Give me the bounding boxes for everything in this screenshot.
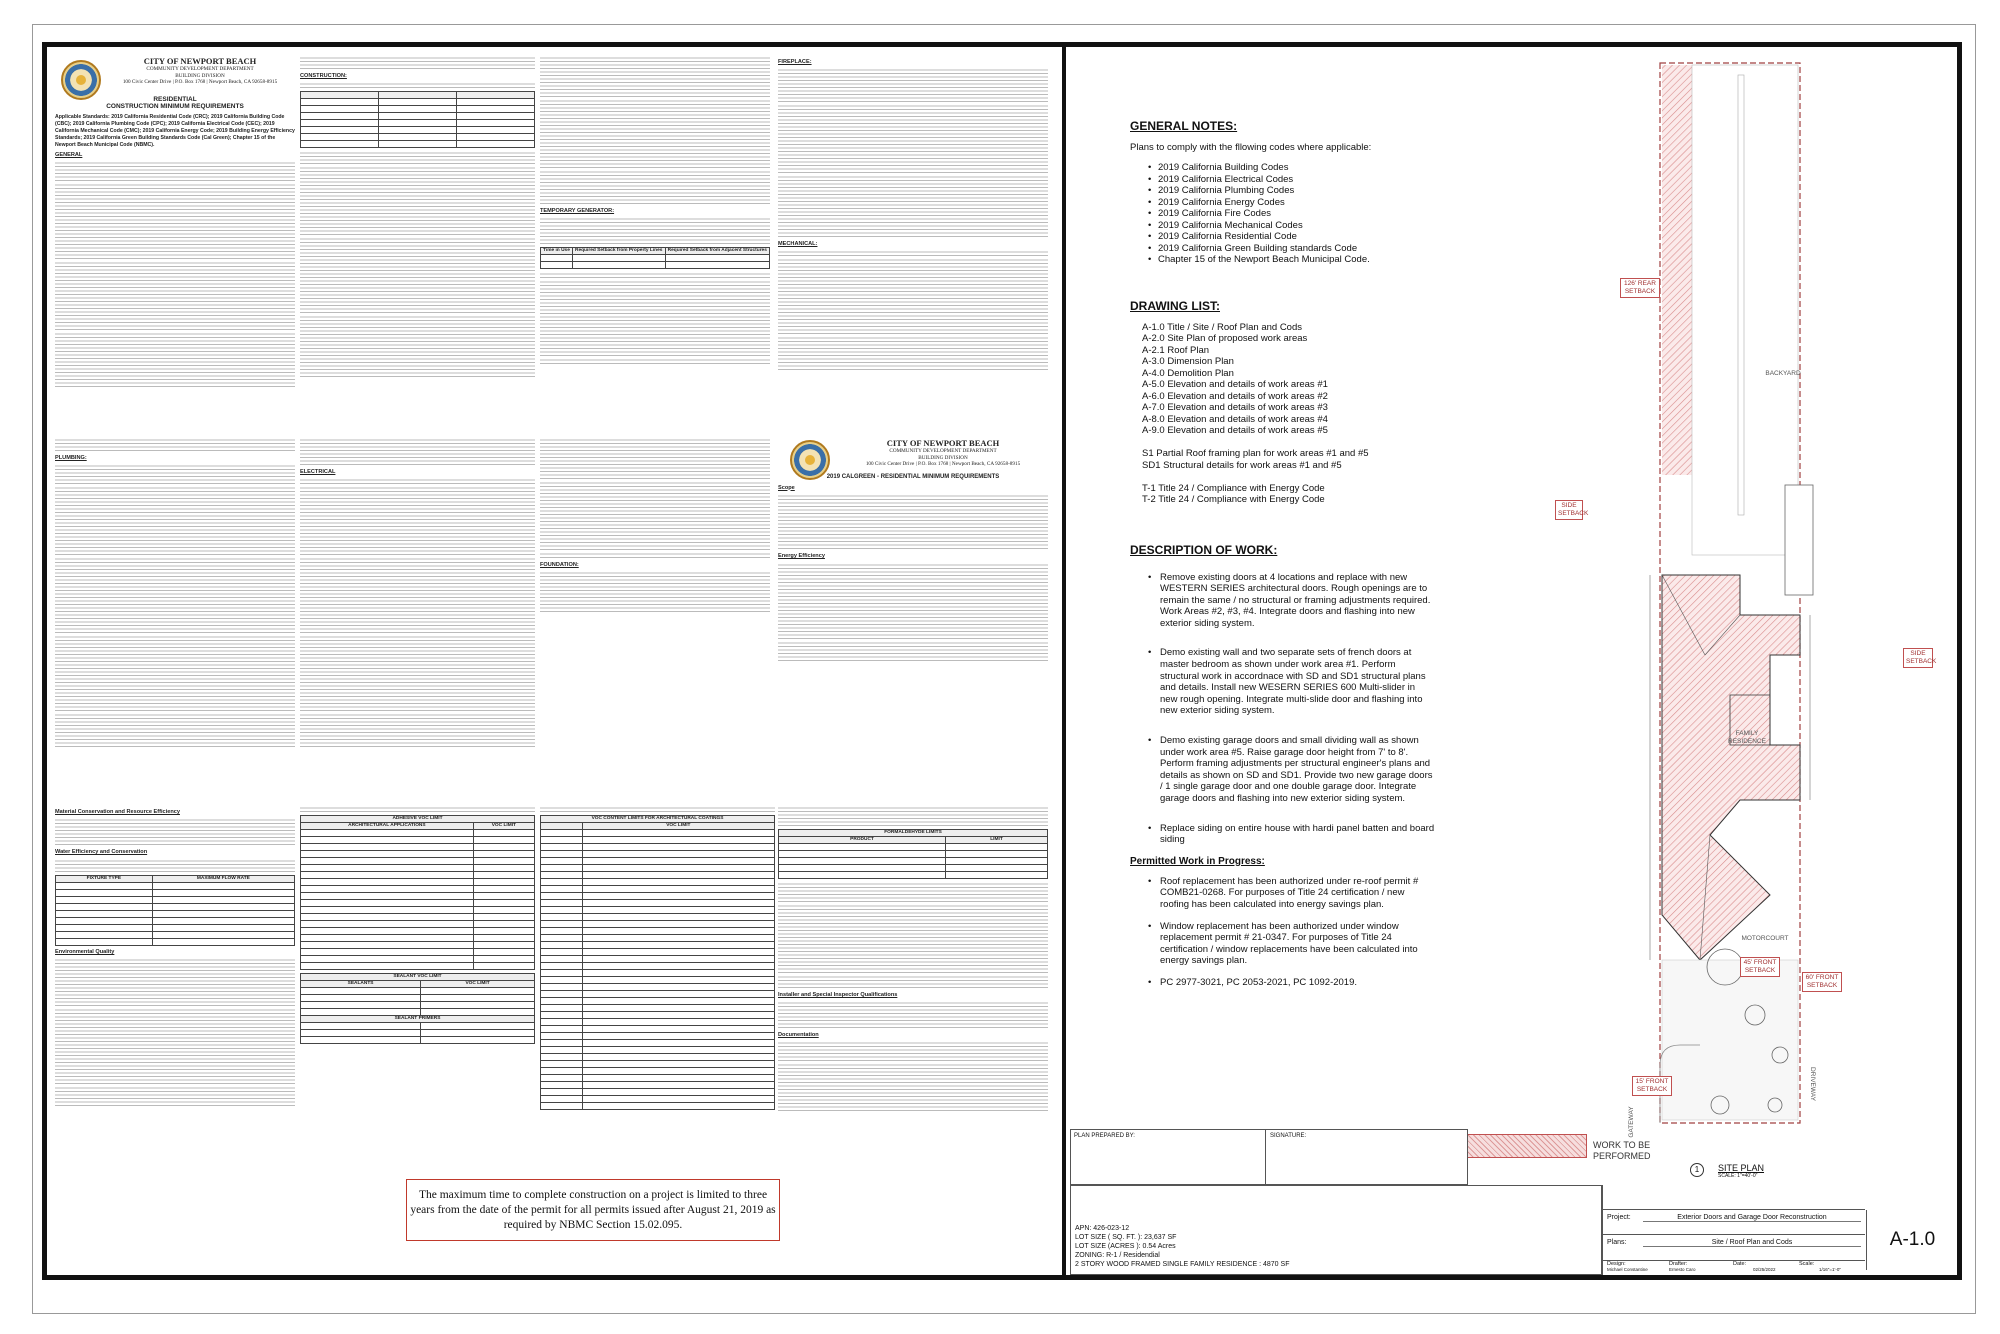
section-environmental: Environmental Quality (55, 948, 115, 955)
work-to-be-performed-swatch (1467, 1134, 1587, 1158)
section-plumbing: PLUMBING: (55, 455, 87, 462)
date-label: Date: (1733, 1261, 1747, 1267)
code-item: • 2019 California Energy Codes (1148, 197, 1435, 209)
code-item: • 2019 California Green Building standards Code (1148, 243, 1435, 255)
code-item: • 2019 California Mechanical Codes (1148, 220, 1435, 232)
spec-column-1b (55, 438, 295, 798)
adhesive-header-app: ARCHITECTURAL APPLICATIONS (301, 823, 474, 830)
section-foundation: FOUNDATION: (540, 561, 579, 568)
coatings-table (540, 815, 775, 1110)
sealant-title: SEALANT VOC LIMIT (301, 974, 535, 981)
rear-setback-label: 126' REAR SETBACK (1620, 278, 1660, 298)
spec-column-4c (778, 806, 1048, 1151)
formaldehyde-title: FORMALDEHYDE LIMITS (779, 830, 1048, 837)
spec-column-4 (778, 56, 1048, 416)
work-item: • Remove existing doors at 4 locations and replace with new WESTERN SERIES architectural doors. Rough openings are to remain the same / no structural or framing adjustments required. Work Areas #2, #3, #4. Integrate doors and flashing into new exterior siding system. (1148, 572, 1435, 630)
detail-number: 1 (1690, 1163, 1704, 1177)
drawing-item: A-2.0 Site Plan of proposed work areas (1142, 333, 1308, 344)
adhesive-header-voc: VOC LIMIT (473, 823, 534, 830)
drawing-item: A-1.0 Title / Site / Roof Plan and Cods (1142, 321, 1303, 333)
sealant-header-voc: VOC LIMIT (421, 981, 535, 988)
drawing-item: A-6.0 Elevation and details of work areas #2 (1142, 390, 1328, 402)
cover-title-1: RESIDENTIAL (153, 95, 197, 103)
scale-label: Scale: (1799, 1261, 1815, 1267)
residence-footprint (1662, 575, 1800, 960)
section-documentation: Documentation (778, 1032, 819, 1039)
work-item: • Replace siding on entire house with hardi panel batten and board siding (1148, 823, 1435, 846)
drawing-item: A-5.0 Elevation and details of work areas #1 (1142, 379, 1328, 390)
sheet-number: A-1.0 (1866, 1210, 1958, 1270)
drawing-item: A-4.0 Demolition Plan (1142, 367, 1234, 379)
project-value: Exterior Doors and Garage Door Reconstruction (1643, 1214, 1861, 1222)
spec-column-3b (540, 438, 770, 628)
backyard-label: BACKYARD (1765, 370, 1801, 377)
drawing-item: A-9.0 Elevation and details of work areas #5 (1142, 425, 1328, 436)
work-to-be-performed-legend (1593, 1140, 1651, 1162)
cover-address: 100 Civic Center Drive | P.O. Box 1768 | Newport Beach, CA 92658-8915 (122, 79, 278, 85)
calgreen-city: CITY OF NEWPORT BEACH (886, 438, 1000, 448)
drawing-item: S1 Partial Roof framing plan for work areas #1 and #5 (1142, 448, 1369, 459)
sealant-table (300, 973, 535, 1044)
permitted-item: • Roof replacement has been authorized under re-roof permit # COMB21-0268. For purposes of Title 24 certification / new roofing has been calculated into energy savings plan. (1148, 876, 1435, 911)
primers-title: SEALANT PRIMERS (301, 1016, 535, 1023)
description-of-work (1130, 544, 1435, 989)
coatings-header-voc: VOC LIMIT (582, 823, 774, 830)
calgreen-dept: COMMUNITY DEVELOPMENT DEPARTMENT (889, 448, 997, 454)
permitted-heading: Permitted Work in Progress: (1130, 855, 1265, 867)
calgreen-division: BUILDING DIVISION (918, 454, 968, 461)
drawing-item: T-2 Title 24 / Compliance with Energy Code (1142, 494, 1325, 505)
section-electrical: ELECTRICAL (300, 469, 336, 476)
code-item: • 2019 California Building Codes (1148, 162, 1435, 174)
site-plan-title (1690, 1163, 1850, 1179)
construction-time-notice: The maximum time to complete construction on a project is limited to three years from the date of the permit for all permits issued after August 21, 2019 as required by NBMC Section 15.02.095. (406, 1179, 780, 1241)
permitted-list (1148, 876, 1435, 989)
side-setback-right-label: SIDE SETBACK (1903, 648, 1933, 668)
description-heading: DESCRIPTION OF WORK: (1130, 542, 1278, 557)
zoning: ZONING: R-1 / Residendial (1075, 1252, 1160, 1259)
gateway-label: GATEWAY (1628, 1106, 1635, 1138)
city-seal-icon-2 (790, 440, 830, 480)
generator-header-time: Time in Use (541, 248, 573, 255)
cover-standards: Applicable Standards: 2019 California Residential Code (CRC); 2019 California Building Code (CBC); 2019 California Plumbing Code (CPC); 2019 California Electrical Code (CEC); 2019 California Mechanical Code (CMC); 2019 California Energy Code; 2019 Building Energy Efficiency Standards; 2019 California Green Building Standards Code (Cal Green); Chapter 15 of the Newport Beach Municipal Code (NBMC). (55, 113, 295, 149)
section-temporary: TEMPORARY GENERATOR: (540, 207, 615, 214)
cover-title-2: CONSTRUCTION MINIMUM REQUIREMENTS (106, 102, 244, 110)
adhesive-title: ADHESIVE VOC LIMIT (301, 816, 535, 823)
fixture-header-flow: MAXIMUM FLOW RATE (152, 875, 294, 882)
sealant-header: SEALANTS (301, 981, 421, 988)
side-setback-left-label: SIDE SETBACK (1555, 500, 1583, 520)
drawing-list (1142, 322, 1435, 506)
drafter-value: Ernesto Caro (1669, 1267, 1696, 1272)
scale-value: 1/16"=1'-0" (1819, 1267, 1841, 1272)
calgreen-address: 100 Civic Center Drive | P.O. Box 1768 | Newport Beach, CA 92658-8915 (865, 461, 1021, 467)
project-label: Project: (1607, 1214, 1631, 1221)
section-general: GENERAL (55, 152, 83, 159)
adhesive-table (300, 815, 535, 970)
spec-column-2c (300, 806, 535, 1151)
fixture-header-type: FIXTURE TYPE (56, 875, 153, 882)
generator-header-property: Required Setback from Property Lines (572, 248, 665, 255)
lot-size-acres: LOT SIZE (ACRES ): 0.54 Acres (1075, 1243, 1176, 1250)
work-item: • Demo existing wall and two separate sets of french doors at master bedroom as shown under work area #1. Perform structural work in accordnace with SD and SD1 structural plans and details. Install new WESERN SERIES 600 Multi-slider in new rough opening. Integrate multi-slide door and flashing into new exterior siding system. (1148, 647, 1435, 717)
code-list (1148, 162, 1435, 266)
drawing-item: T-1 Title 24 / Compliance with Energy Code (1142, 482, 1325, 494)
city-seal-icon (61, 60, 101, 100)
site-plan-drawing (1470, 55, 1950, 1185)
drawing-item: A-2.1 Roof Plan (1142, 344, 1210, 356)
permitted-item: • PC 2977-3021, PC 2053-2021, PC 1092-2019. (1148, 977, 1435, 989)
formaldehyde-header-product: PRODUCT (779, 837, 946, 844)
spec-column-2b (300, 438, 535, 798)
drawing-item: A-7.0 Elevation and details of work areas #3 (1142, 402, 1328, 413)
residence-label: FAMILY RESIDENCE (1728, 730, 1766, 745)
work-list (1148, 572, 1435, 846)
section-water: Water Efficiency and Conservation (55, 849, 148, 856)
spec-column-1c (55, 806, 295, 1151)
lot-size-sf: LOT SIZE ( SQ. FT. ): 23,637 SF (1075, 1234, 1177, 1241)
code-item: • Chapter 15 of the Newport Beach Municipal Code. (1148, 254, 1435, 266)
generator-table (540, 247, 770, 269)
drawing-item: A-3.0 Dimension Plan (1142, 356, 1234, 367)
spec-column-2 (300, 56, 535, 426)
general-notes-intro: Plans to comply with the fllowing codes where applicable: (1130, 142, 1372, 153)
section-material: Material Conservation and Resource Efficiency (55, 809, 180, 815)
plan-prepared-block (1070, 1129, 1468, 1185)
drafter-label: Drafter: (1669, 1261, 1688, 1267)
code-item: • 2019 California Electrical Codes (1148, 174, 1435, 186)
date-value: 02/25/2022 (1753, 1267, 1776, 1272)
legend-line-2: PERFORMED (1593, 1151, 1651, 1161)
spec-column-3c (540, 806, 775, 1151)
formaldehyde-header-limit: LIMIT (946, 837, 1048, 844)
sheet-divider (1062, 47, 1066, 1275)
section-energy: Energy Efficiency (778, 553, 825, 560)
code-item: • 2019 California Residential Code (1148, 231, 1435, 243)
signature-field: SIGNATURE: (1270, 1133, 1307, 1139)
motorcourt-label: MOTORCOURT (1741, 935, 1789, 942)
drawing-list-heading: DRAWING LIST: (1130, 298, 1220, 313)
site-plan-title-text: SITE PLAN (1718, 1163, 1765, 1173)
driveway-label: DRIVEWAY (1809, 1067, 1816, 1101)
plans-value: Site / Roof Plan and Cods (1643, 1239, 1861, 1247)
credits-row (1603, 1261, 1865, 1275)
spec-column-3 (540, 56, 770, 426)
legend-line-1: WORK TO BE (1593, 1140, 1651, 1150)
design-value: Michael Constantine (1607, 1267, 1648, 1272)
cover-division: BUILDING DIVISION (175, 72, 225, 79)
fixture-table (55, 875, 295, 946)
spec-column-4b (778, 438, 1048, 798)
general-notes-panel (1130, 120, 1435, 999)
plans-row (1603, 1235, 1865, 1261)
section-construction: CONSTRUCTION: (300, 73, 347, 80)
section-installer: Installer and Special Inspector Qualifications (778, 991, 898, 998)
project-row (1603, 1209, 1865, 1235)
plan-prepared-by: PLAN PREPARED BY: (1071, 1130, 1266, 1186)
spec-column-1 (55, 56, 295, 426)
general-notes-heading: GENERAL NOTES: (1130, 119, 1238, 133)
code-item: • 2019 California Plumbing Codes (1148, 185, 1435, 197)
cover-city: CITY OF NEWPORT BEACH (143, 56, 257, 66)
design-label: Design: (1607, 1261, 1626, 1267)
drawing-item: SD1 Structural details for work areas #1 and #5 (1142, 459, 1342, 471)
front-60-setback-label: 60' FRONT SETBACK (1802, 972, 1842, 992)
cover-dept: COMMUNITY DEVELOPMENT DEPARTMENT (146, 66, 254, 72)
coatings-title: VOC CONTENT LIMITS FOR ARCHITECTURAL COATINGS (541, 816, 775, 823)
front-15-setback-label: 15' FRONT SETBACK (1632, 1076, 1672, 1096)
residence-info: 2 STORY WOOD FRAMED SINGLE FAMILY RESIDENCE : 4870 SF (1075, 1261, 1290, 1268)
section-mechanical: MECHANICAL: (778, 241, 818, 248)
front-45-setback-label: 45' FRONT SETBACK (1740, 957, 1780, 977)
formaldehyde-table (778, 829, 1048, 879)
backyard-lot (1692, 65, 1798, 555)
site-plan-scale: SCALE: 1"=40'-0" (1718, 1173, 1758, 1179)
generator-header-structures: Required Setback from Adjacent Structures (665, 248, 769, 255)
section-scope: Scope (778, 484, 795, 491)
work-item: • Demo existing garage doors and small dividing wall as shown under work area #5. Raise garage door height from 7' to 8'. Perform framing adjustments per structural engineer's plans and details as shown on SD and SD1. Provide two new garage doors / 1 single garage door and one double garage door. Integrate garage doors and flashing into new exterior siding system. (1148, 735, 1435, 805)
property-info (1070, 1185, 1602, 1275)
rear-yard-hatch (1662, 65, 1692, 475)
plans-label: Plans: (1607, 1239, 1627, 1246)
apn: APN: 426-023-12 (1075, 1225, 1130, 1232)
code-item: • 2019 California Fire Codes (1148, 208, 1435, 220)
permitted-item: • Window replacement has been authorized under window replacement permit # 21-0347. For purposes of Title 24 certification / window replacements have been calculated into energy savings plan. (1148, 921, 1435, 967)
drawing-item: A-8.0 Elevation and details of work areas #4 (1142, 413, 1328, 425)
pool (1785, 485, 1813, 595)
fire-separation-table (300, 91, 535, 148)
section-fireplace: FIREPLACE: (778, 59, 812, 65)
calgreen-title: 2019 CALGREEN - RESIDENTIAL MINIMUM REQUIREMENTS (826, 473, 1000, 480)
